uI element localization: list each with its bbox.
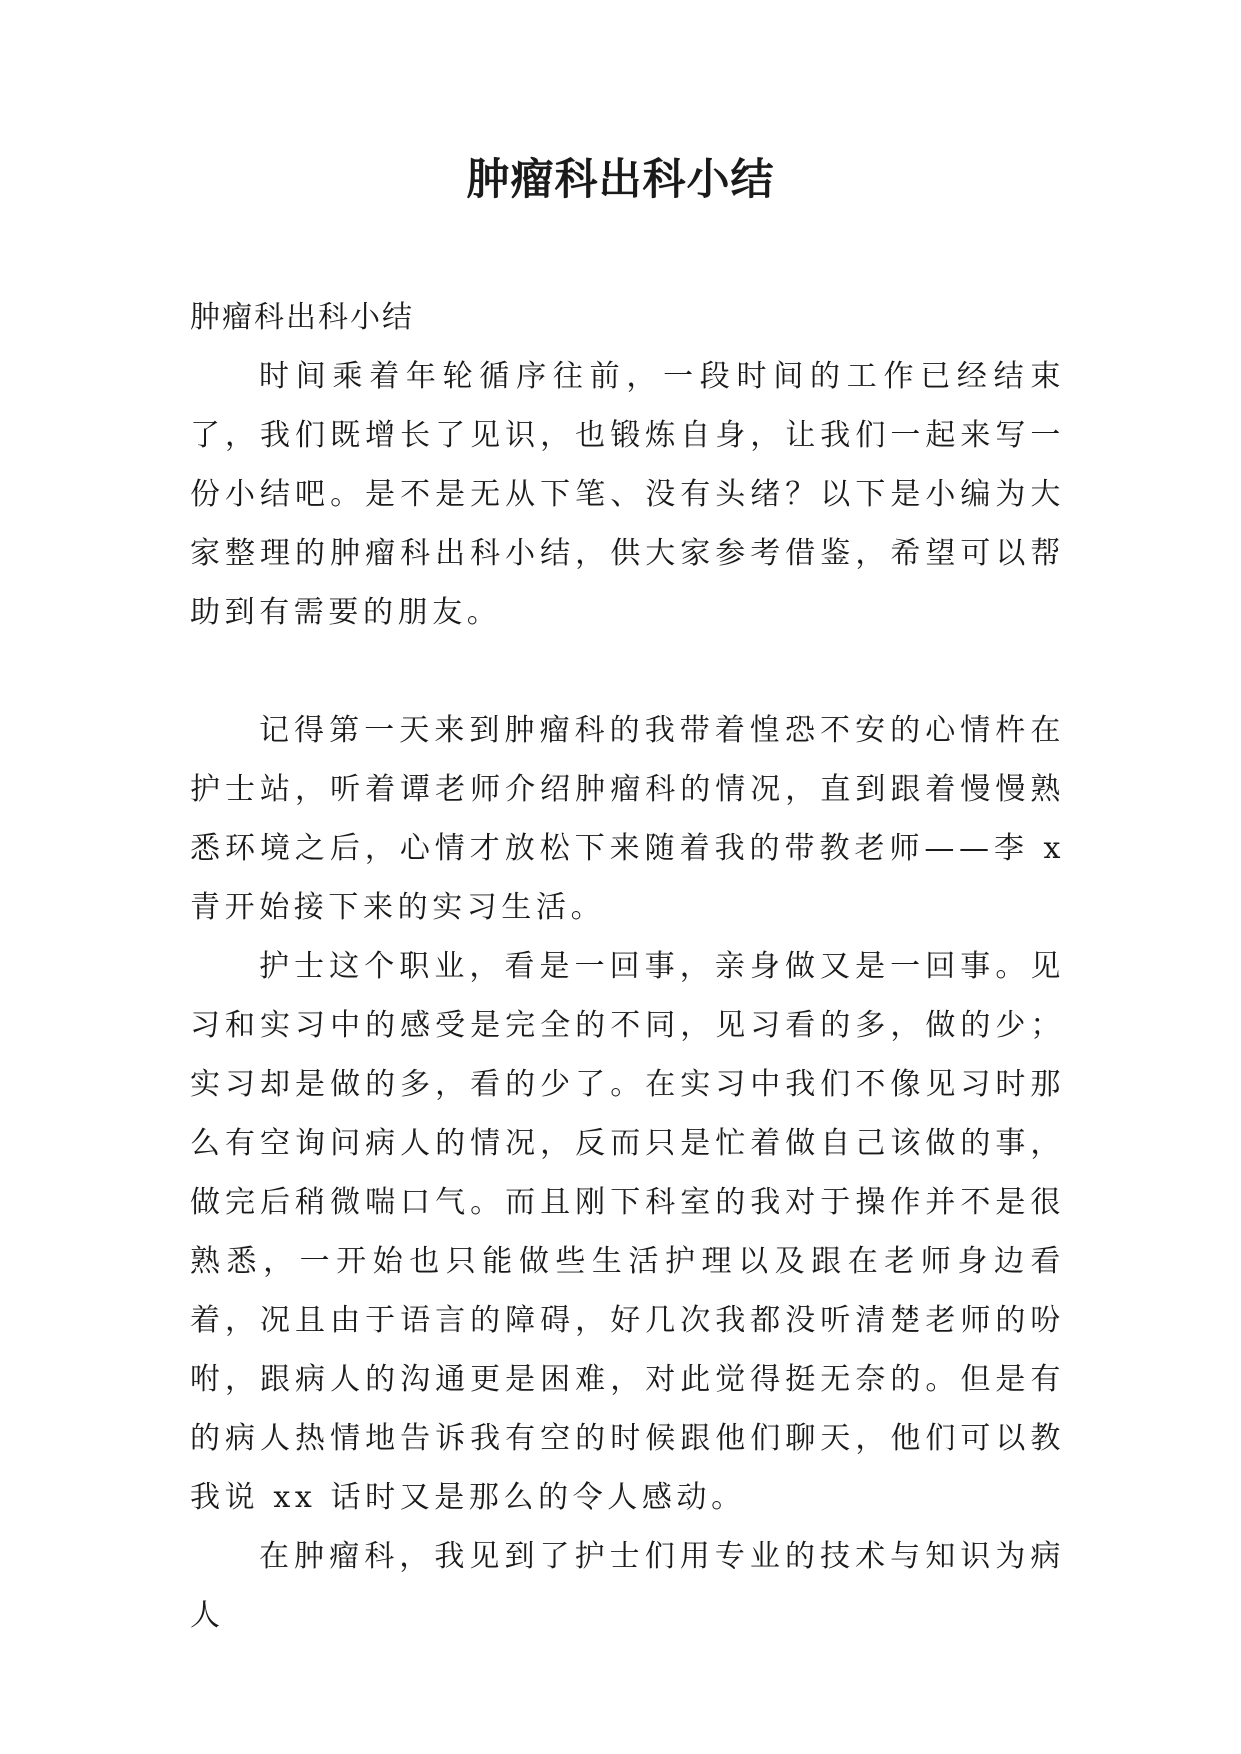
paragraph-nurse-profession: 护士这个职业，看是一回事，亲身做又是一回事。见习和实习中的感受是完全的不同，见习看的多，做的少；实习却是做的多，看的少了。在实习中我们不像见习时那么有空询问病人的情况，反而只是忙着做自己该做的事，做完后稍微喘口气。而且刚下科室的我对于操作并不是很熟悉，一开始也只能做些生活护理以及跟在老师身边看着，况且由于语言的障碍，好几次我都没听清楚老师的吩咐，跟病人的沟通更是困难，对此觉得挺无奈的。但是有的病人热情地告诉我有空的时候跟他们聊天，他们可以教我说 xx 话时又是那么的令人感动。	[190, 949, 1065, 1515]
paragraph-first-day: 记得第一天来到肿瘤科的我带着惶恐不安的心情杵在护士站，听着谭老师介绍肿瘤科的情况，直到跟着慢慢熟悉环境之后，心情才放松下来随着我的带教老师——李 x 青开始接下来的实习生活。	[190, 713, 1065, 925]
document-subtitle: 肿瘤科出科小结	[190, 300, 414, 335]
paragraph-oncology: 在肿瘤科，我见到了护士们用专业的技术与知识为病人	[190, 1539, 1065, 1633]
document-body	[190, 288, 1065, 1645]
paragraph-intro: 时间乘着年轮循序往前，一段时间的工作已经结束了，我们既增长了见识，也锻炼自身，让我们一起来写一份小结吧。是不是无从下笔、没有头绪？以下是小编为大家整理的肿瘤科出科小结，供大家参考借鉴，希望可以帮助到有需要的朋友。	[190, 359, 1065, 630]
document-title: 肿瘤科出科小结	[466, 155, 775, 205]
paragraph-spacer	[190, 642, 1065, 701]
